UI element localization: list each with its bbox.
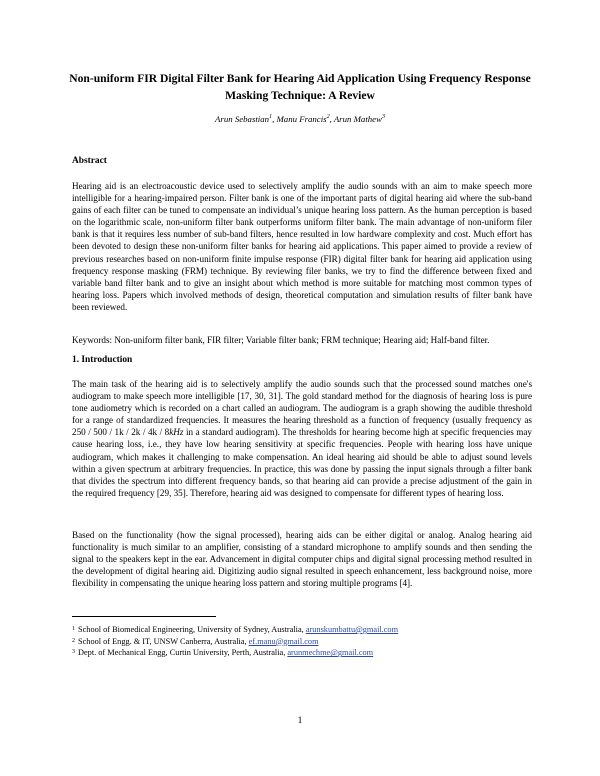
footnote-text: School of Engg. & IT, UNSW Canberra, Australia,: [78, 636, 249, 646]
footnote-text: School of Biomedical Engineering, University of Sydney, Australia,: [78, 625, 306, 634]
footnote-email-link[interactable]: arunskumbattu@gmail.com: [305, 625, 399, 634]
abstract-heading: Abstract: [72, 156, 107, 166]
author-name: Arun Sebastian: [215, 113, 270, 124]
footnote: [72, 647, 542, 659]
frequency-unit: kHz: [169, 427, 184, 438]
footnote-number: 3: [72, 649, 75, 656]
author-name: Arun Mathew: [333, 113, 382, 124]
author-affiliation-mark: 2: [326, 114, 330, 120]
footnote-text: Dept. of Mechanical Engg, Curtin University, Perth, Australia,: [78, 648, 288, 658]
introduction-heading: 1. Introduction: [72, 355, 133, 365]
footnote-number: 2: [72, 637, 75, 644]
footnote-separator: [72, 616, 216, 617]
author-name: Manu Francis: [276, 113, 327, 124]
footnote: [72, 636, 542, 648]
paper-title: Non-uniform FIR Digital Filter Bank for Hearing Aid Application Using Frequency Response Masking Technique: A Review: [69, 72, 531, 102]
footnote-email-link[interactable]: arunmechme@gmail.com: [287, 648, 374, 658]
footnote: [72, 624, 542, 636]
keywords: Keywords: Non-uniform filter bank, FIR filter; Variable filter bank; FRM technique; Hearing aid; Half-band filter.: [72, 335, 490, 345]
paragraph-text: in a standard audiogram). The thresholds for hearing become high at specific frequencies may cause hearing loss, i.e., they have low hearing sensitivity at specific frequencies. People with hearing loss have unique audiogram, which makes it challenging to make compensation. An ideal hearing aid should be able to adjust sound levels within a given spectrum at arbitrary frequencies. In practice, this was done by passing the input signals through a filter bank that divides the spectrum into different frequency bands, so that hearing aid can provide a precise adjustment of the gain in the required frequency [29, 35]. Therefore, hearing aid was designed to compensate for different types of hearing loss.: [72, 427, 532, 498]
introduction-paragraph: [72, 378, 532, 499]
page-number: 1: [297, 716, 303, 726]
introduction-paragraph: Based on the functionality (how the signal processed), hearing aids can be either digital or analog. Analog hearing aid functionality is much similar to an amplifier, consisting of a standard microphone to amplify sounds and then sending the signal to the speakers kept in the ear. Advancement in digital computer chips and digital signal processing method resulted in the development of digital hearing aid. Digitizing audio signal resulted in speech enhancement, less background noise, more flexibility in compensating the unique hearing loss pattern and storing multiple programs [4].: [72, 530, 532, 589]
author-affiliation-mark: 3: [381, 114, 385, 120]
abstract-text: Hearing aid is an electroacoustic device used to selectively amplify the audio sounds with an aim to make speech more intelligible for a hearing-impaired person. Filter bank is one of the important parts of digital hearing aid where the sub-band gains of each filter can be tuned to compensate an individual’s unique hearing loss pattern. As the human perception is based on the logarithmic scale, non-uniform filter bank outperforms uniform filter bank. The main advantage of non-uniform filer bank is that it requires less number of sub-band filters, hence resulted in low hardware complexity and cost. Much effort has been devoted to design these non-uniform filter banks for hearing aid applications. This paper aimed to provide a review of previous researches based on non-uniform finite impulse response (FIR) digital filter bank for hearing aid application using frequency response masking (FRM) technique. By reviewing filer banks, we try to find the difference between fixed and variable band filter bank and to give an insight about which method is more suitable for matching most common types of hearing loss. Papers which involved methods of design, theoretical computation and simulation results of filter bank have been reviewed.: [72, 181, 532, 312]
author-affiliation-mark: 1: [269, 114, 273, 120]
footnote-number: 1: [72, 626, 75, 632]
footnotes: [72, 624, 542, 659]
footnote-email-link[interactable]: ef.manu@gmail.com: [248, 636, 319, 646]
author-list: Arun Sebastian$^1$, Manu Francis$^2$, Arun Mathew$^3$: [215, 113, 385, 124]
paragraph-text: The main task of the hearing aid is to selectively amplify the audio sounds such that the processed sound matches one's audiogram to make speech more intelligible [17, 30, 31]. The gold standard method for the diagnosis of hearing loss is pure tone audiometry which is recorded on a chart called an audiogram. The audiogram is a graph showing the audible threshold for a range of standardized frequencies. It measures the hearing threshold as a function of frequency (usually frequency as 250 / 500 / 1k / 2k / 4k / 8: [72, 379, 532, 438]
